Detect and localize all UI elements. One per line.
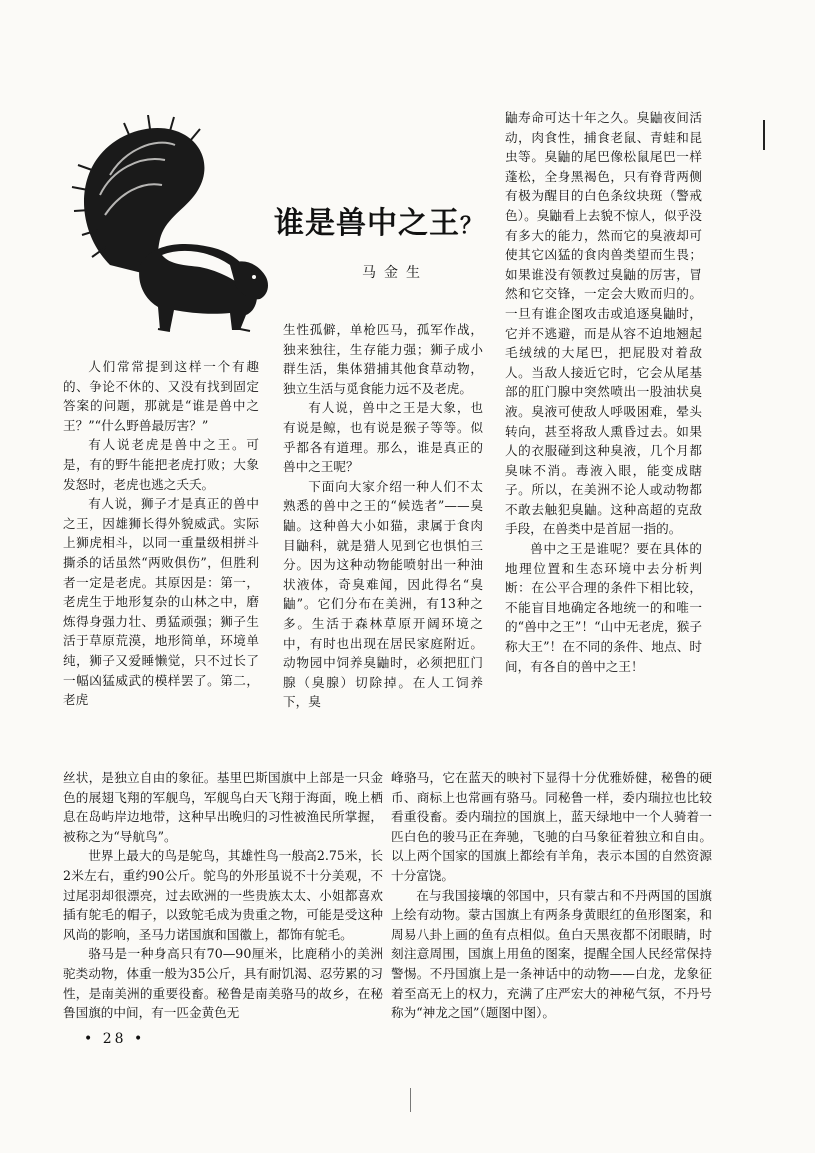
paragraph: 世界上最大的鸟是鸵鸟，其雄性鸟一般高2.75米，长2米左右，重约90公斤。鸵鸟的外形虽说不十分美观，不过尾羽却很漂亮，过去欧洲的一些贵族太太、小姐都喜欢插有鸵毛的帽子，以致鸵毛成为贵重之物，可能是受这种风尚的影响，圣马力诺国旗和国徽上，都饰有鸵毛。 [63, 848, 383, 942]
paragraph: 有人说老虎是兽中之王。可是，有的野牛能把老虎打败；大象发怒时，老虎也逃之夭夭。 [63, 437, 259, 492]
paragraph: 有人说，兽中之王是大象，也有说是鲸，也有说是猴子等等。似乎都各有道理。那么，谁是真正的兽中之王呢？ [283, 400, 483, 475]
paragraph: 下面向大家介绍一种人们不太熟悉的兽中之王的“候选者”——臭鼬。这种兽大小如猫，隶属于食肉目鼬科，就是猎人见到它也惧怕三分。因为这种动物能喷射出一种油状液体，奇臭难闻，因此得名“臭鼬”。它们分布在美洲，有13种之多。生活于森林草原开阔环境之中，有时也出现在居民家庭附近。动物园中饲养臭鼬时，必须把肛门腺（臭腺）切除掉。在人工饲养下，臭 [283, 478, 483, 710]
page-number: • 28 • [84, 1031, 146, 1047]
paragraph: 在与我国接壤的邻国中，只有蒙古和不丹两国的国旗上绘有动物。蒙古国旗上有两条身黄眼红的鱼形图案，和周易八卦上画的鱼有点相似。鱼白天黑夜都不闭眼睛，时刻注意周围，国旗上用鱼的图案，提醒全国人民经常保持警惕。不丹国旗上是一条神话中的动物——白龙，龙象征着至高无上的权力，充满了庄严宏大的神秘气氛，不丹号称为“神龙之国”（题图中图）。 [391, 887, 712, 1021]
column-3 [505, 108, 702, 676]
paragraph: 骆马是一种身高只有70—90厘米，比鹿稍小的美洲驼类动物，体重一般为35公斤，具有耐饥渴、忍劳累的习性，是南美洲的重要役畜。秘鲁是南美骆马的故乡，在秘鲁国旗的中间，有一匹金黄色无 [63, 946, 383, 1021]
article-title: 谁是兽中之王？ [274, 206, 484, 241]
skunk-illustration [70, 115, 270, 340]
paragraph: 人们常常提到这样一个有趣的、争论不休的、又没有找到固定答案的问题，那就是“谁是兽中之王？”“什么野兽最厉害？” [63, 359, 259, 433]
paragraph: 鼬寿命可达十年之久。臭鼬夜间活动，肉食性，捕食老鼠、青蛙和昆虫等。臭鼬的尾巴像松鼠尾巴一样蓬松，全身黑褐色，只有脊背两侧有极为醒目的白色条纹块斑（警戒色）。臭鼬看上去貌不惊人，似乎没有多大的能力，然而它的臭液却可使其它凶猛的食肉兽类望而生畏；如果谁没有领教过臭鼬的厉害，冒然和它交锋，一定会大败而归的。一旦有谁企图攻击或追逐臭鼬时，它并不逃避，而是从容不迫地翘起毛绒绒的大尾巴，把屁股对着敌人。当敌人接近它时，它会从尾基部的肛门腺中突然喷出一股油状臭液。臭液可使敌人呼吸困难，晕头转向，甚至将敌人熏昏过去。如果人的衣服碰到这种臭液，几个月都臭味不消。毒液入眼，能变成瞎子。所以，在美洲不论人或动物都不敢去触犯臭鼬。这种高超的克敌手段，在兽类中是首屈一指的。 [505, 110, 702, 537]
column-2 [283, 320, 483, 712]
title-question-mark: ？ [460, 214, 484, 239]
column-1 [63, 357, 259, 710]
column-4 [63, 768, 383, 1023]
paragraph: 有人说，狮子才是真正的兽中之王，因雄狮长得外貌威武。实际上狮虎相斗，以同一重量级相拼斗撕杀的话虽然“两败俱伤”，但胜利者一定是老虎。其原因是：第一，老虎生于地形复杂的山林之中，磨炼得身强力壮、勇猛顽强；狮子生活于草原荒漠，地形简单，环境单纯，狮子又爱睡懒觉，只不过长了一幅凶猛威武的模样罢了。第二，老虎 [63, 496, 259, 708]
paragraph: 峰骆马，它在蓝天的映衬下显得十分优雅娇健，秘鲁的硬币、商标上也常画有骆马。同秘鲁一样，委内瑞拉也比较看重役畜。委内瑞拉的国旗上，蓝天绿地中一个人骑着一匹白色的骏马正在奔驰，飞驰的白马象征着独立和自由。以上两个国家的国旗上都绘有羊角，表示本国的自然资源十分富饶。 [391, 770, 712, 883]
scan-mark [410, 1088, 411, 1112]
paragraph: 兽中之王是谁呢？要在具体的地理位置和生态环境中去分析判断：在公平合理的条件下相比较，不能盲目地确定各地统一的和唯一的“兽中之王”！“山中无老虎，猴子称大王”！在不同的条件、地点、时间，有各自的兽中之王！ [505, 541, 702, 674]
scan-mark [763, 120, 765, 150]
paragraph: 丝状，是独立自由的象征。基里巴斯国旗中上部是一只金色的展翅飞翔的军舰鸟，军舰鸟白天飞翔于海面，晚上栖息在岛屿岸边地带，这种早出晚归的习性被渔民所掌握，被称之为“导航鸟”。 [63, 770, 383, 844]
article-author: 马金生 [362, 265, 428, 281]
column-5 [391, 768, 712, 1023]
paragraph: 生性孤僻，单枪匹马，孤军作战，独来独往，生存能力强；狮子成小群生活，集体猎捕其他食草动物，独立生活与觅食能力远不及老虎。 [283, 322, 483, 396]
